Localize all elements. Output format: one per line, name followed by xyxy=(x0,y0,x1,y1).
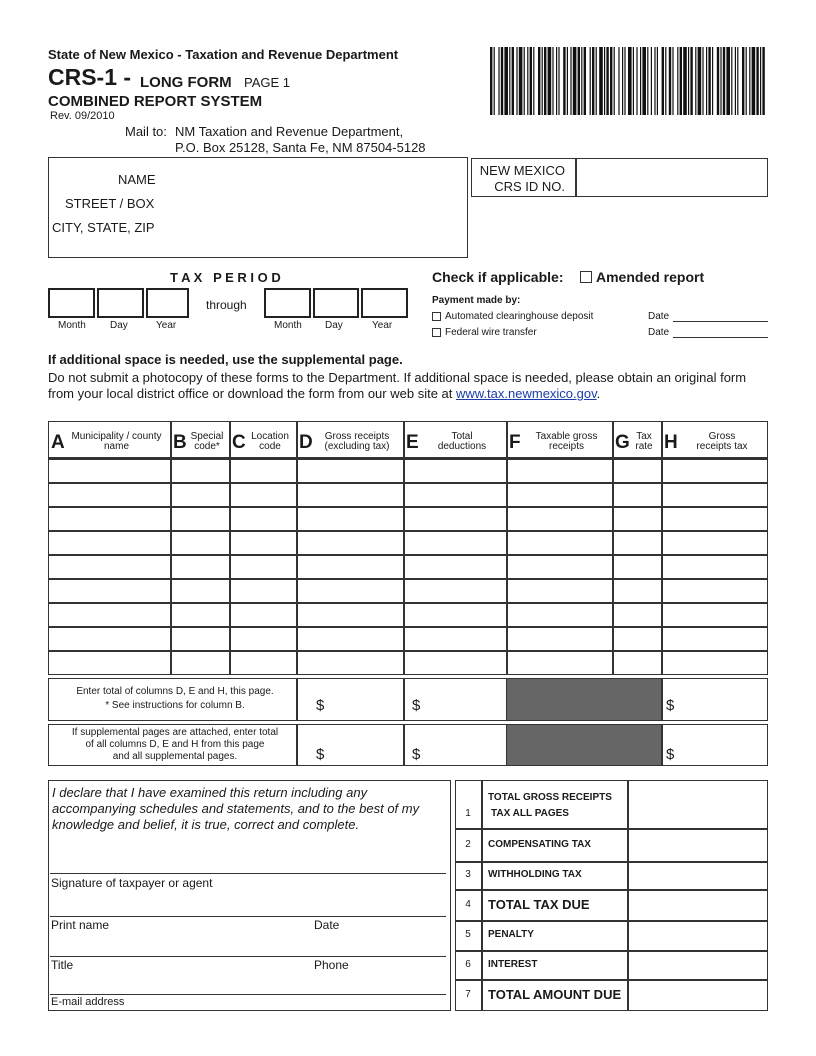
table-cell-g[interactable] xyxy=(614,556,660,577)
supp-d-dollar: $ xyxy=(316,746,325,763)
table-cell-d[interactable] xyxy=(298,652,402,674)
table-cell-a[interactable] xyxy=(50,461,169,481)
table-cell-g[interactable] xyxy=(614,484,660,505)
summary-label-line2: TAX ALL PAGES xyxy=(491,808,569,819)
table-cell-f[interactable] xyxy=(508,508,611,529)
city-state-zip-label: CITY, STATE, ZIP xyxy=(52,220,155,235)
supp-h-dollar: $ xyxy=(666,746,675,763)
table-cell-g[interactable] xyxy=(614,580,660,601)
summary-amount-field[interactable] xyxy=(629,891,766,919)
table-cell-b[interactable] xyxy=(172,484,228,505)
table-cell-e[interactable] xyxy=(405,508,505,529)
to-day-field[interactable] xyxy=(313,288,359,318)
table-cell-f[interactable] xyxy=(508,580,611,601)
summary-line-label xyxy=(488,837,591,853)
supplemental-totals-line1: If supplemental pages are attached, enter total xyxy=(71,727,279,738)
table-cell-a[interactable] xyxy=(50,508,169,529)
table-cell-e[interactable] xyxy=(405,461,505,481)
from-month-label: Month xyxy=(58,320,86,331)
summary-line-number: 6 xyxy=(465,958,471,970)
supp-divider-h xyxy=(661,724,663,766)
table-cell-h[interactable] xyxy=(663,484,767,505)
table-cell-h[interactable] xyxy=(663,556,767,577)
column-d-header xyxy=(313,432,401,452)
print-name-label: Print name xyxy=(51,918,110,932)
website-link[interactable]: www.tax.newmexico.gov xyxy=(456,386,597,401)
from-month-field[interactable] xyxy=(48,288,95,318)
check-applicable-label: Check if applicable: xyxy=(432,269,564,285)
mail-to-line1: NM Taxation and Revenue Department, xyxy=(175,124,404,139)
column-a-header xyxy=(65,432,168,452)
wire-date-line[interactable] xyxy=(673,337,768,338)
column-e-label-line1: Total xyxy=(451,431,473,442)
table-cell-f[interactable] xyxy=(508,652,611,674)
table-cell-b[interactable] xyxy=(172,580,228,601)
column-e-letter: E xyxy=(406,432,419,453)
summary-line-number: 7 xyxy=(465,989,471,1000)
wire-date-label: Date xyxy=(648,327,670,338)
system-title: COMBINED REPORT SYSTEM xyxy=(48,93,263,110)
table-cell-d[interactable] xyxy=(298,484,402,505)
table-cell-f[interactable] xyxy=(508,556,611,577)
summary-label-line1: TOTAL GROSS RECEIPTS xyxy=(488,792,612,803)
table-cell-e[interactable] xyxy=(405,532,505,553)
column-c-letter: C xyxy=(232,432,246,453)
summary-line-label xyxy=(488,987,621,1003)
table-cell-e[interactable] xyxy=(405,484,505,505)
summary-amount-field[interactable] xyxy=(629,952,766,978)
table-cell-d[interactable] xyxy=(298,604,402,625)
table-cell-h[interactable] xyxy=(663,628,767,649)
column-d-letter: D xyxy=(299,432,313,453)
page-totals-line2: * See instructions for column B. xyxy=(105,700,245,711)
summary-line-label xyxy=(488,927,534,943)
column-c-label-line1: Location xyxy=(251,431,289,442)
table-cell-h[interactable] xyxy=(663,461,767,481)
totals-divider-d xyxy=(296,678,298,721)
summary-amount-field[interactable] xyxy=(629,863,766,888)
phone-label: Phone xyxy=(314,958,349,972)
to-month-label: Month xyxy=(274,320,302,331)
summary-line-label xyxy=(488,897,590,913)
barcode-graphic xyxy=(488,47,770,117)
total-e-field[interactable] xyxy=(425,690,503,714)
from-day-label: Day xyxy=(110,320,128,331)
date-label: Date xyxy=(314,918,340,932)
total-e-dollar: $ xyxy=(412,697,421,714)
ach-date-label: Date xyxy=(648,311,670,322)
signature-label: Signature of taxpayer or agent xyxy=(51,876,213,890)
table-cell-c[interactable] xyxy=(231,628,295,649)
signature-date-field[interactable] xyxy=(340,932,446,954)
table-cell-g[interactable] xyxy=(614,508,660,529)
table-cell-e[interactable] xyxy=(405,604,505,625)
to-month-field[interactable] xyxy=(264,288,311,318)
table-cell-c[interactable] xyxy=(231,461,295,481)
column-a-letter: A xyxy=(51,432,65,453)
table-cell-g[interactable] xyxy=(614,628,660,649)
crs-label-line1: NEW MEXICO xyxy=(479,163,565,178)
from-day-field[interactable] xyxy=(97,288,144,318)
email-label: E-mail address xyxy=(51,996,125,1008)
table-cell-b[interactable] xyxy=(172,532,228,553)
table-cell-f[interactable] xyxy=(508,532,611,553)
summary-amount-field[interactable] xyxy=(629,981,766,1010)
table-cell-c[interactable] xyxy=(231,604,295,625)
supp-e-field[interactable] xyxy=(425,737,503,761)
table-cell-c[interactable] xyxy=(231,556,295,577)
table-cell-a[interactable] xyxy=(50,556,169,577)
total-h-dollar: $ xyxy=(666,697,675,714)
crs-id-field[interactable] xyxy=(578,160,766,195)
amended-report-label: Amended report xyxy=(596,269,705,285)
column-b-letter: B xyxy=(173,432,187,453)
table-cell-b[interactable] xyxy=(172,628,228,649)
table-cell-h[interactable] xyxy=(663,604,767,625)
summary-label-line1: PENALTY xyxy=(488,929,534,940)
amended-report-checkbox[interactable] xyxy=(580,271,592,283)
table-cell-h[interactable] xyxy=(663,652,767,674)
declaration-text: I declare that I have examined this return including any accompanying schedules and statements, and to the best of my knowledge and belief, it is true, correct and complete. xyxy=(52,785,420,832)
summary-amount-field[interactable] xyxy=(629,922,766,949)
summary-line-label xyxy=(488,957,537,973)
to-year-label: Year xyxy=(372,320,393,331)
ach-checkbox[interactable] xyxy=(432,312,441,321)
summary-label-line1: COMPENSATING TAX xyxy=(488,838,591,850)
from-year-label: Year xyxy=(156,320,177,331)
table-cell-c[interactable] xyxy=(231,652,295,674)
column-a-label-line2: name xyxy=(103,441,129,452)
total-d-dollar: $ xyxy=(316,697,325,714)
mail-to-label: Mail to: xyxy=(125,124,167,139)
column-g-label-line1: Tax xyxy=(636,431,652,442)
totals-divider-e xyxy=(403,678,405,721)
table-cell-h[interactable] xyxy=(663,532,767,553)
through-label: through xyxy=(206,298,247,312)
table-cell-b[interactable] xyxy=(172,508,228,529)
column-g-letter: G xyxy=(615,432,630,453)
table-cell-h[interactable] xyxy=(663,508,767,529)
payment-made-by-label: Payment made by: xyxy=(432,295,521,306)
summary-label-line1: WITHHOLDING TAX xyxy=(488,869,582,880)
crs-label-line2: CRS ID NO. xyxy=(494,179,565,194)
page-label: PAGE 1 xyxy=(244,75,291,90)
summary-amount-field[interactable] xyxy=(629,830,766,860)
name-label: NAME xyxy=(118,172,156,187)
column-c-header xyxy=(246,432,294,452)
revision-date: Rev. 09/2010 xyxy=(50,110,115,122)
table-cell-a[interactable] xyxy=(50,628,169,649)
table-cell-c[interactable] xyxy=(231,532,295,553)
department-name: State of New Mexico - Taxation and Revenue Department xyxy=(48,47,399,62)
column-d-label-line2: (excluding tax) xyxy=(324,441,390,452)
table-cell-a[interactable] xyxy=(50,580,169,601)
from-year-field[interactable] xyxy=(146,288,189,318)
supplemental-notice-heading: If additional space is needed, use the supplemental page. xyxy=(48,352,403,367)
table-cell-d[interactable] xyxy=(298,461,402,481)
table-cell-e[interactable] xyxy=(405,628,505,649)
title-field[interactable] xyxy=(50,972,310,992)
table-cell-e[interactable] xyxy=(405,580,505,601)
column-c-label-line2: code xyxy=(259,441,281,452)
summary-number-divider xyxy=(481,780,483,1011)
table-cell-f[interactable] xyxy=(508,484,611,505)
header-divider xyxy=(48,457,768,460)
summary-line-label xyxy=(488,867,582,883)
column-h-letter: H xyxy=(664,432,678,453)
totals-divider-h xyxy=(661,678,663,721)
total-d-field[interactable] xyxy=(330,690,400,714)
column-h-label-line1: Gross xyxy=(708,431,736,442)
table-cell-c[interactable] xyxy=(231,484,295,505)
table-cell-a[interactable] xyxy=(50,604,169,625)
column-g-label-line2: rate xyxy=(635,441,653,452)
column-g-header xyxy=(629,432,659,452)
column-b-label-line2: code* xyxy=(194,441,220,452)
street-label: STREET / BOX xyxy=(65,196,155,211)
phone-field[interactable] xyxy=(350,972,446,992)
summary-line-number: 2 xyxy=(465,838,471,850)
column-f-header xyxy=(523,432,610,452)
column-e-header xyxy=(420,432,504,452)
column-d-label-line1: Gross receipts xyxy=(324,431,390,442)
summary-line-number: 3 xyxy=(465,869,471,880)
column-e-label-line2: deductions xyxy=(437,441,487,452)
table-cell-b[interactable] xyxy=(172,652,228,674)
table-cell-d[interactable] xyxy=(298,580,402,601)
tax-period-title: T A X P E R I O D xyxy=(170,270,281,285)
supp-e-dollar: $ xyxy=(412,746,421,763)
column-h-label-line2: receipts tax xyxy=(696,441,748,452)
column-f-label-line2: receipts xyxy=(548,441,584,452)
supplemental-totals-line3: and all supplemental pages. xyxy=(112,751,238,762)
summary-line-label xyxy=(488,790,612,822)
table-cell-c[interactable] xyxy=(231,508,295,529)
notice-period: . xyxy=(596,386,601,401)
supplemental-totals-label xyxy=(55,727,295,763)
supp-d-field[interactable] xyxy=(330,737,400,761)
table-cell-f[interactable] xyxy=(508,461,611,481)
wire-transfer-label: Federal wire transfer xyxy=(445,327,537,338)
column-f-letter: F xyxy=(509,432,521,453)
print-name-field[interactable] xyxy=(50,932,310,954)
signature-line[interactable] xyxy=(50,873,446,874)
summary-amount-field[interactable] xyxy=(629,782,766,827)
column-a-label-line1: Municipality / county xyxy=(71,431,162,442)
table-cell-g[interactable] xyxy=(614,532,660,553)
summary-label-line1: INTEREST xyxy=(488,958,538,970)
page-totals-line1: Enter total of columns D, E and H, this page. xyxy=(76,686,274,697)
table-cell-e[interactable] xyxy=(405,556,505,577)
table-cell-f[interactable] xyxy=(508,628,611,649)
table-cell-d[interactable] xyxy=(298,628,402,649)
table-cell-d[interactable] xyxy=(298,508,402,529)
table-cell-a[interactable] xyxy=(50,532,169,553)
table-cell-b[interactable] xyxy=(172,461,228,481)
photocopy-notice xyxy=(48,370,770,402)
supplemental-totals-line2: of all columns D, E and H from this page xyxy=(85,739,265,750)
ach-date-line[interactable] xyxy=(673,321,768,322)
table-cell-c[interactable] xyxy=(231,580,295,601)
summary-line-number: 1 xyxy=(465,808,471,819)
supp-divider-d xyxy=(296,724,298,766)
column-b-header xyxy=(187,432,227,452)
table-cell-g[interactable] xyxy=(614,461,660,481)
form-code: CRS-1 - xyxy=(48,64,132,90)
table-cell-f[interactable] xyxy=(508,604,611,625)
supp-h-field[interactable] xyxy=(680,737,764,761)
wire-transfer-checkbox[interactable] xyxy=(432,328,441,337)
supplemental-shaded-fg xyxy=(507,725,661,765)
table-cell-b[interactable] xyxy=(172,556,228,577)
total-h-field[interactable] xyxy=(680,690,764,714)
supp-divider-e xyxy=(403,724,405,766)
crs-id-divider xyxy=(575,158,577,197)
table-cell-d[interactable] xyxy=(298,532,402,553)
form-title: LONG FORM xyxy=(140,74,232,91)
mail-to-line2: P.O. Box 25128, Santa Fe, NM 87504-5128 xyxy=(175,140,426,155)
to-year-field[interactable] xyxy=(361,288,408,318)
print-name-line xyxy=(50,916,446,917)
to-day-label: Day xyxy=(325,320,343,331)
table-cell-e[interactable] xyxy=(405,652,505,674)
photocopy-notice-text: Do not submit a photocopy of these forms to the Department. If additional space is needed, please obtain an original form from your local district office or download the form from our web site at xyxy=(48,370,747,401)
summary-line-number: 4 xyxy=(465,898,471,910)
column-f-label-line1: Taxable gross xyxy=(535,431,598,442)
table-cell-a[interactable] xyxy=(50,652,169,674)
summary-label-line1: TOTAL TAX DUE xyxy=(488,896,590,912)
summary-amount-divider xyxy=(627,780,629,1011)
summary-label-line1: TOTAL AMOUNT DUE xyxy=(488,987,622,1002)
table-cell-h[interactable] xyxy=(663,580,767,601)
summary-line-number: 5 xyxy=(465,929,471,940)
column-b-label-line1: Special xyxy=(190,431,224,442)
email-line[interactable] xyxy=(50,994,446,995)
table-cell-g[interactable] xyxy=(614,604,660,625)
table-cell-d[interactable] xyxy=(298,556,402,577)
table-cell-a[interactable] xyxy=(50,484,169,505)
page-totals-label xyxy=(50,685,300,713)
table-cell-g[interactable] xyxy=(614,652,660,674)
ach-label: Automated clearinghouse deposit xyxy=(445,311,594,322)
table-cell-b[interactable] xyxy=(172,604,228,625)
title-label: Title xyxy=(51,958,74,972)
column-h-header xyxy=(678,432,766,452)
totals-shaded-fg xyxy=(507,679,661,720)
title-line xyxy=(50,956,446,957)
